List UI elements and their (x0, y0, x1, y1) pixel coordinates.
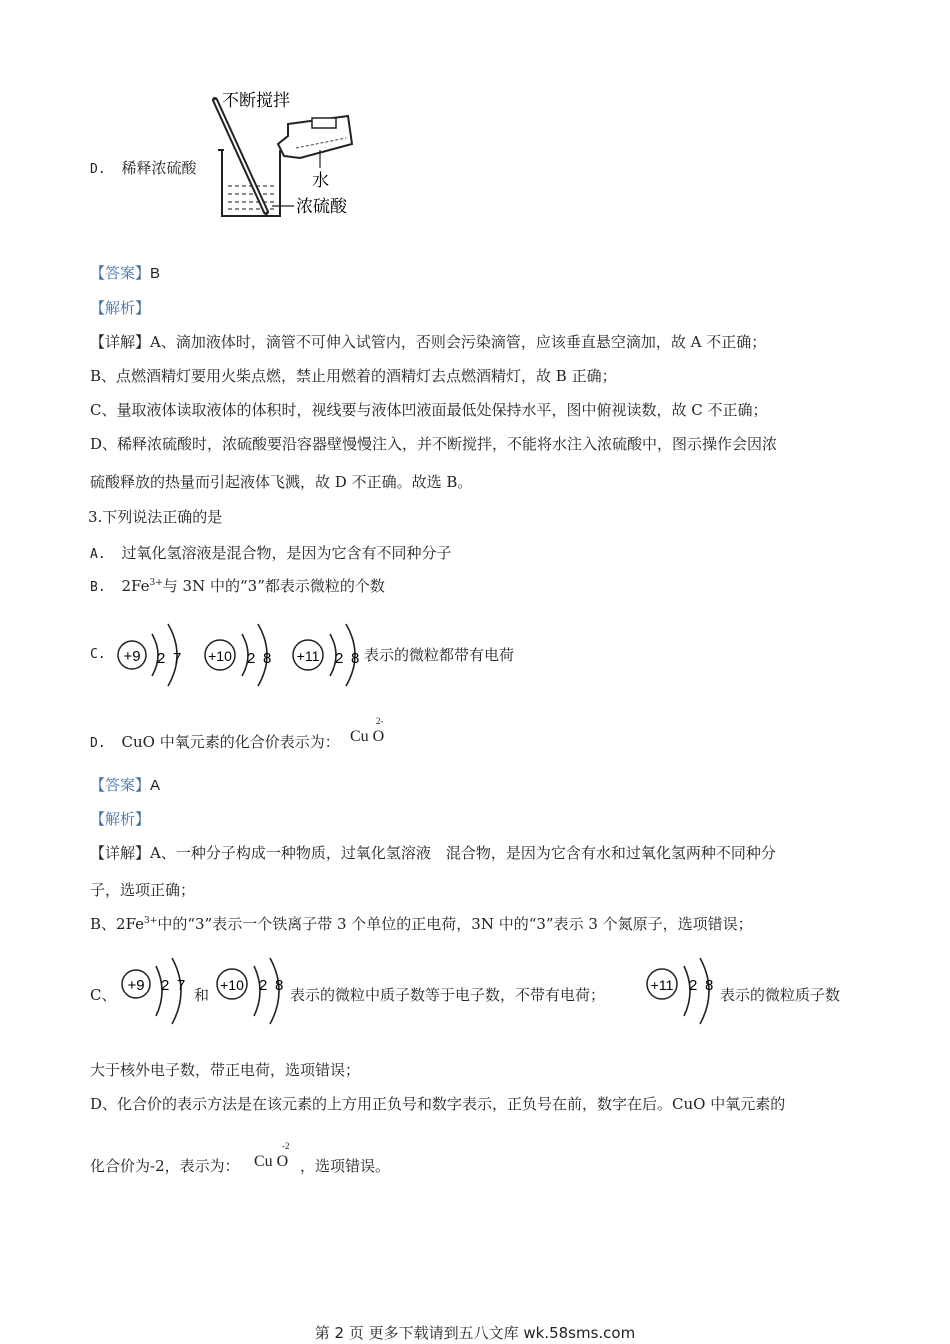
answer-value: A (150, 777, 161, 794)
q3-analysis-line-d2-post: ，选项错误。 (300, 1157, 391, 1175)
q3-analysis-line: 大于核外电子数，带正电荷，选项错误； (90, 1061, 361, 1079)
svg-text:2: 2 (335, 650, 344, 667)
option-c-text: 表示的微粒都带有电荷 (364, 646, 515, 664)
water-label: 水 (312, 171, 329, 190)
analysis-tag-q3: 【解析】 (90, 810, 151, 828)
charge-superscript: 3+ (149, 578, 163, 588)
atom-structure-10-expl (214, 956, 292, 1028)
valence-symbol: Cu O (254, 1153, 289, 1170)
q3-analysis-line: 【详解】A、一种分子构成一种物质，过氧化氢溶液 混合物，是因为它含有水和过氧化氢两种不同种分 (90, 844, 776, 862)
q3-analysis-c-and: 和 (194, 986, 210, 1004)
svg-text:7: 7 (173, 650, 182, 667)
option-b-q3 (90, 575, 385, 596)
atom-structure-11 (290, 620, 368, 692)
svg-text:2: 2 (157, 650, 166, 667)
q2-analysis-line: 【详解】A、滴加液体时，滴管不可伸入试管内，否则会污染滴管，应该垂直悬空滴加，故 A 不正确； (90, 333, 767, 351)
acid-label: 浓硫酸 (296, 197, 347, 216)
svg-text:+11: +11 (650, 977, 674, 993)
atom-structure-9 (114, 620, 188, 692)
option-text: 稀释浓硫酸 (121, 159, 197, 177)
valence-charge: -2 (282, 1141, 290, 1151)
svg-text:8: 8 (351, 650, 360, 667)
svg-text:+9: +9 (127, 977, 145, 994)
svg-text:7: 7 (177, 977, 186, 994)
answer-q2 (90, 263, 160, 284)
option-text-post: 与 3N 中的“3”都表示微粒的个数 (162, 577, 385, 595)
option-d-q3 (90, 731, 340, 752)
q2-analysis-line: B、点燃酒精灯要用火柴点燃，禁止用燃着的酒精灯去点燃酒精灯，故 B 正确； (90, 367, 617, 385)
option-letter: A. (90, 547, 106, 562)
svg-text:8: 8 (705, 977, 714, 994)
option-text-pre: 2Fe (121, 577, 150, 595)
svg-text:+10: +10 (208, 648, 232, 664)
svg-text:+9: +9 (123, 648, 141, 665)
option-text: 过氧化氢溶液是混合物，是因为它含有不同种分子 (121, 544, 452, 562)
analysis-tag-q2: 【解析】 (90, 299, 151, 317)
atom-structure-11-expl (644, 956, 720, 1028)
svg-text:2: 2 (259, 977, 268, 994)
svg-text:2: 2 (161, 977, 170, 994)
option-d-q2 (90, 157, 197, 178)
option-letter: D. (90, 736, 106, 751)
q3-analysis-c-end: 表示的微粒质子数 (720, 986, 841, 1004)
q3-analysis-line-b: B、$2Fe^{3+}$中的“3”表示一个铁离子带 3 个单位的正电荷，3N 中的“3”表示 3 个氮原子，选项错误； (90, 915, 753, 933)
q3-analysis-line-d2: 化合价为-2，表示为： (90, 1157, 240, 1175)
q2-analysis-line: C、量取液体读取液体的体积时，视线要与液体凹液面最低处保持水平，图中俯视读数，故 C 不正确； (90, 401, 768, 419)
q3-analysis-line: D、化合价的表示方法是在该元素的上方用正负号和数字表示，正负号在前，数字在后。CuO 中氧元素的 (90, 1095, 786, 1113)
atom-structure-9-expl (118, 956, 192, 1028)
dilute-acid-figure (200, 88, 370, 228)
q3-analysis-line: 子，选项正确； (90, 881, 196, 899)
valence-charge: 2- (376, 716, 384, 726)
answer-tag: 【答案】 (90, 776, 151, 794)
valence-symbol: Cu O (350, 728, 385, 745)
svg-text:+10: +10 (220, 977, 244, 993)
atom-structure-10 (202, 620, 280, 692)
q2-analysis-line: 硫酸释放的热量而引起液体飞溅，故 D 不正确。故选 B。 (90, 473, 473, 491)
stir-label: 不断搅拌 (222, 91, 290, 110)
page-footer: 第 2 页 更多下载请到五八文库 wk.58sms.com (314, 1324, 636, 1342)
svg-text:8: 8 (263, 650, 272, 667)
valence-notation-expl (254, 1141, 290, 1171)
svg-text:2: 2 (689, 977, 698, 994)
option-letter: B. (90, 580, 106, 595)
svg-text:+11: +11 (296, 648, 320, 664)
option-letter: D. (90, 162, 106, 177)
answer-value: B (150, 265, 161, 282)
option-text: CuO 中氧元素的化合价表示为： (121, 733, 340, 751)
question-3-stem: 3.下列说法正确的是 (88, 508, 223, 526)
option-letter: C. (90, 647, 106, 662)
valence-notation-d (350, 716, 385, 746)
q2-analysis-line: D、稀释浓硫酸时，浓硫酸要沿容器壁慢慢注入，并不断搅拌，不能将水注入浓硫酸中，图示操作会因浓 (90, 435, 778, 453)
answer-q3 (90, 775, 160, 796)
option-c-q3 (90, 647, 106, 662)
q3-analysis-c-mid: 表示的微粒中质子数等于电子数，不带有电荷； (290, 986, 606, 1004)
q3-analysis-c-lead: C、 (90, 986, 117, 1004)
option-a-q3 (90, 542, 452, 563)
svg-text:8: 8 (275, 977, 284, 994)
charge-superscript: 3+ (144, 916, 158, 926)
svg-text:2: 2 (247, 650, 256, 667)
answer-tag: 【答案】 (90, 264, 151, 282)
